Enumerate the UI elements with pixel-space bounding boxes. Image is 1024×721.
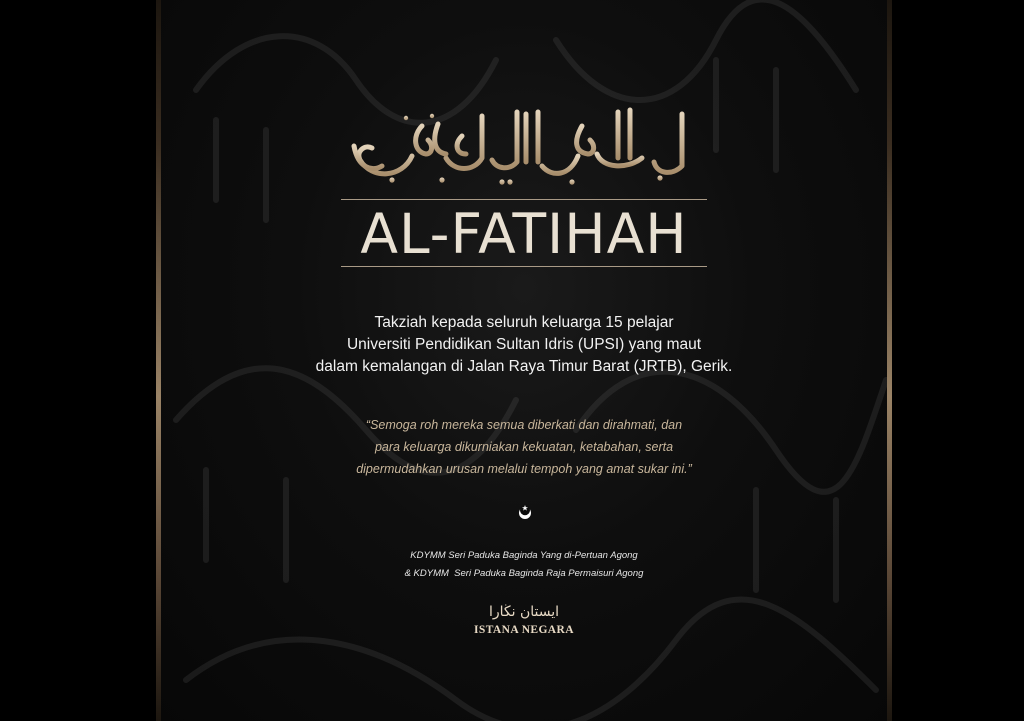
quote-line: “Semoga roh mereka semua diberkati dan dirahmati, dan <box>365 418 683 432</box>
arabic-calligraphy-artwork <box>342 96 712 188</box>
title-top-rule <box>341 199 707 200</box>
istana-negara-name: ISTANA NEGARA <box>474 624 574 636</box>
signatory-line: & KDYMM Seri Paduka Baginda Raja Permaisuri Agong <box>404 568 644 579</box>
condolence-message <box>156 312 892 378</box>
page-title: AL-FATIHAH <box>360 202 688 266</box>
crescent-star-icon <box>517 504 533 520</box>
signatory-line: KDYMM Seri Paduka Baginda Yang di-Pertuan Agong <box>410 550 638 561</box>
prayer-quote <box>156 414 892 480</box>
quote-line: dipermudahkan urusan melalui tempoh yang amat sukar ini.” <box>356 462 692 476</box>
title-bottom-rule <box>341 266 707 267</box>
condolence-line: dalam kemalangan di Jalan Raya Timur Barat (JRTB), Gerik. <box>315 358 733 375</box>
condolence-line: Universiti Pendidikan Sultan Idris (UPSI) yang maut <box>346 336 702 353</box>
royal-signatories <box>156 547 892 583</box>
istana-jawi-logo-text: ايستان نڬارا <box>488 604 560 620</box>
condolence-poster <box>156 0 892 721</box>
quote-line: para keluarga dikurniakan kekuatan, ketabahan, serta <box>374 440 674 454</box>
condolence-line: Takziah kepada seluruh keluarga 15 pelajar <box>374 314 674 331</box>
